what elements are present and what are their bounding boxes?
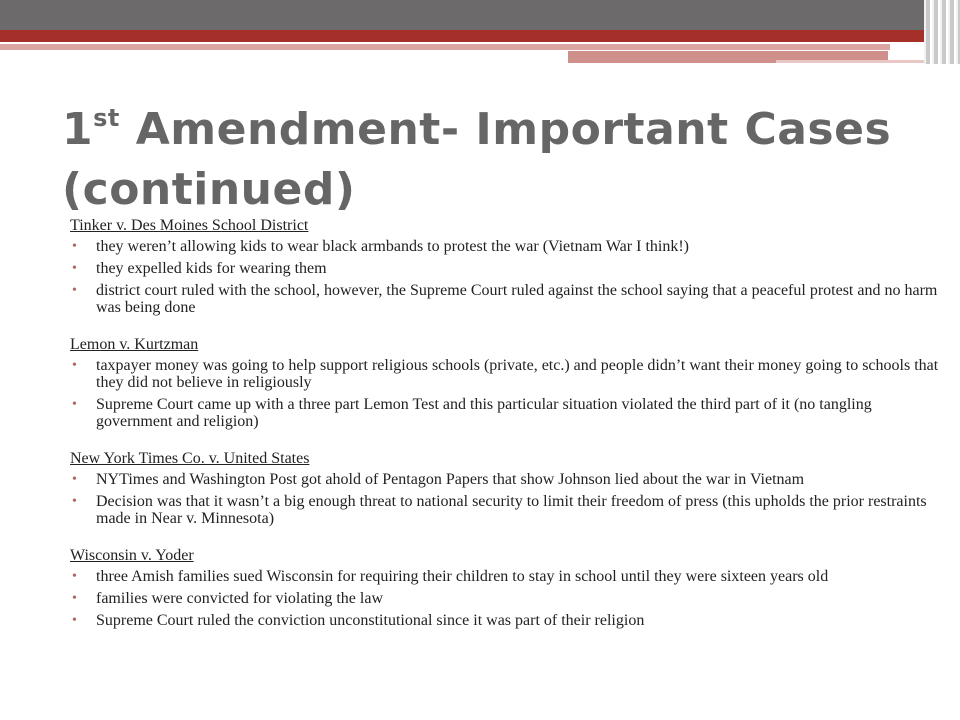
list-item [70,357,942,391]
case-title: Lemon v. Kurtzman [70,336,199,353]
case-points [70,568,942,629]
case-title: Wisconsin v. Yoder [70,547,194,564]
point-text: they weren’t allowing kids to wear black armbands to protest the war (Vietnam War I think!) [96,238,689,255]
list-item [70,396,942,430]
list-item [70,612,942,629]
point-text: taxpayer money was going to help support religious schools (private, etc.) and people didn’t want their money going to schools that they did not believe in religiously [96,357,939,391]
point-text: they expelled kids for wearing them [96,260,327,277]
point-text: district court ruled with the school, however, the Supreme Court ruled against the school saying that a peaceful protest and no harm was being done [96,282,938,316]
top-pink-bar [0,44,890,50]
title-text: Amendment- Important Cases (continued) [62,104,892,215]
list-item [70,590,942,607]
bullet-icon: • [72,494,77,509]
bullet-icon: • [72,397,77,412]
top-gray-bar [0,0,960,30]
point-text: Supreme Court came up with a three part Lemon Test and this particular situation violated the third part of it (no tangling government and religion) [96,396,872,430]
case-title: New York Times Co. v. United States [70,450,310,467]
point-text: Decision was that it wasn’t a big enough threat to national security to limit their freedom of press (this upholds the prior restraints made in Near v. Minnesota) [96,493,927,527]
case-nytimes [70,450,942,527]
title-superscript: st [93,104,120,132]
list-item [70,493,942,527]
point-text: NYTimes and Washington Post got ahold of Pentagon Papers that show Johnson lied about the war in Vietnam [96,471,805,488]
bullet-icon: • [72,261,77,276]
bullet-icon: • [72,613,77,628]
point-text: families were convicted for violating the law [96,590,384,607]
bullet-icon: • [72,283,77,298]
case-tinker [70,217,942,316]
top-stripes-decoration [924,0,960,64]
case-points [70,238,942,316]
bullet-icon: • [72,358,77,373]
bullet-icon: • [72,239,77,254]
list-item [70,471,942,488]
case-lemon [70,336,942,430]
slide-title [62,100,902,220]
title-number: 1 [62,104,94,155]
bullet-icon: • [72,569,77,584]
list-item [70,282,942,316]
list-item [70,238,942,255]
point-text: Supreme Court ruled the conviction unconstitutional since it was part of their religion [96,612,645,629]
case-points [70,471,942,527]
top-red-bar [0,30,960,42]
list-item [70,568,942,585]
point-text: three Amish families sued Wisconsin for requiring their children to stay in school until they were sixteen years old [96,568,829,585]
bullet-icon: • [72,472,77,487]
case-yoder [70,547,942,629]
list-item [70,260,942,277]
case-title: Tinker v. Des Moines School District [70,217,309,234]
bullet-icon: • [72,591,77,606]
slide-content [70,217,942,649]
case-points [70,357,942,430]
